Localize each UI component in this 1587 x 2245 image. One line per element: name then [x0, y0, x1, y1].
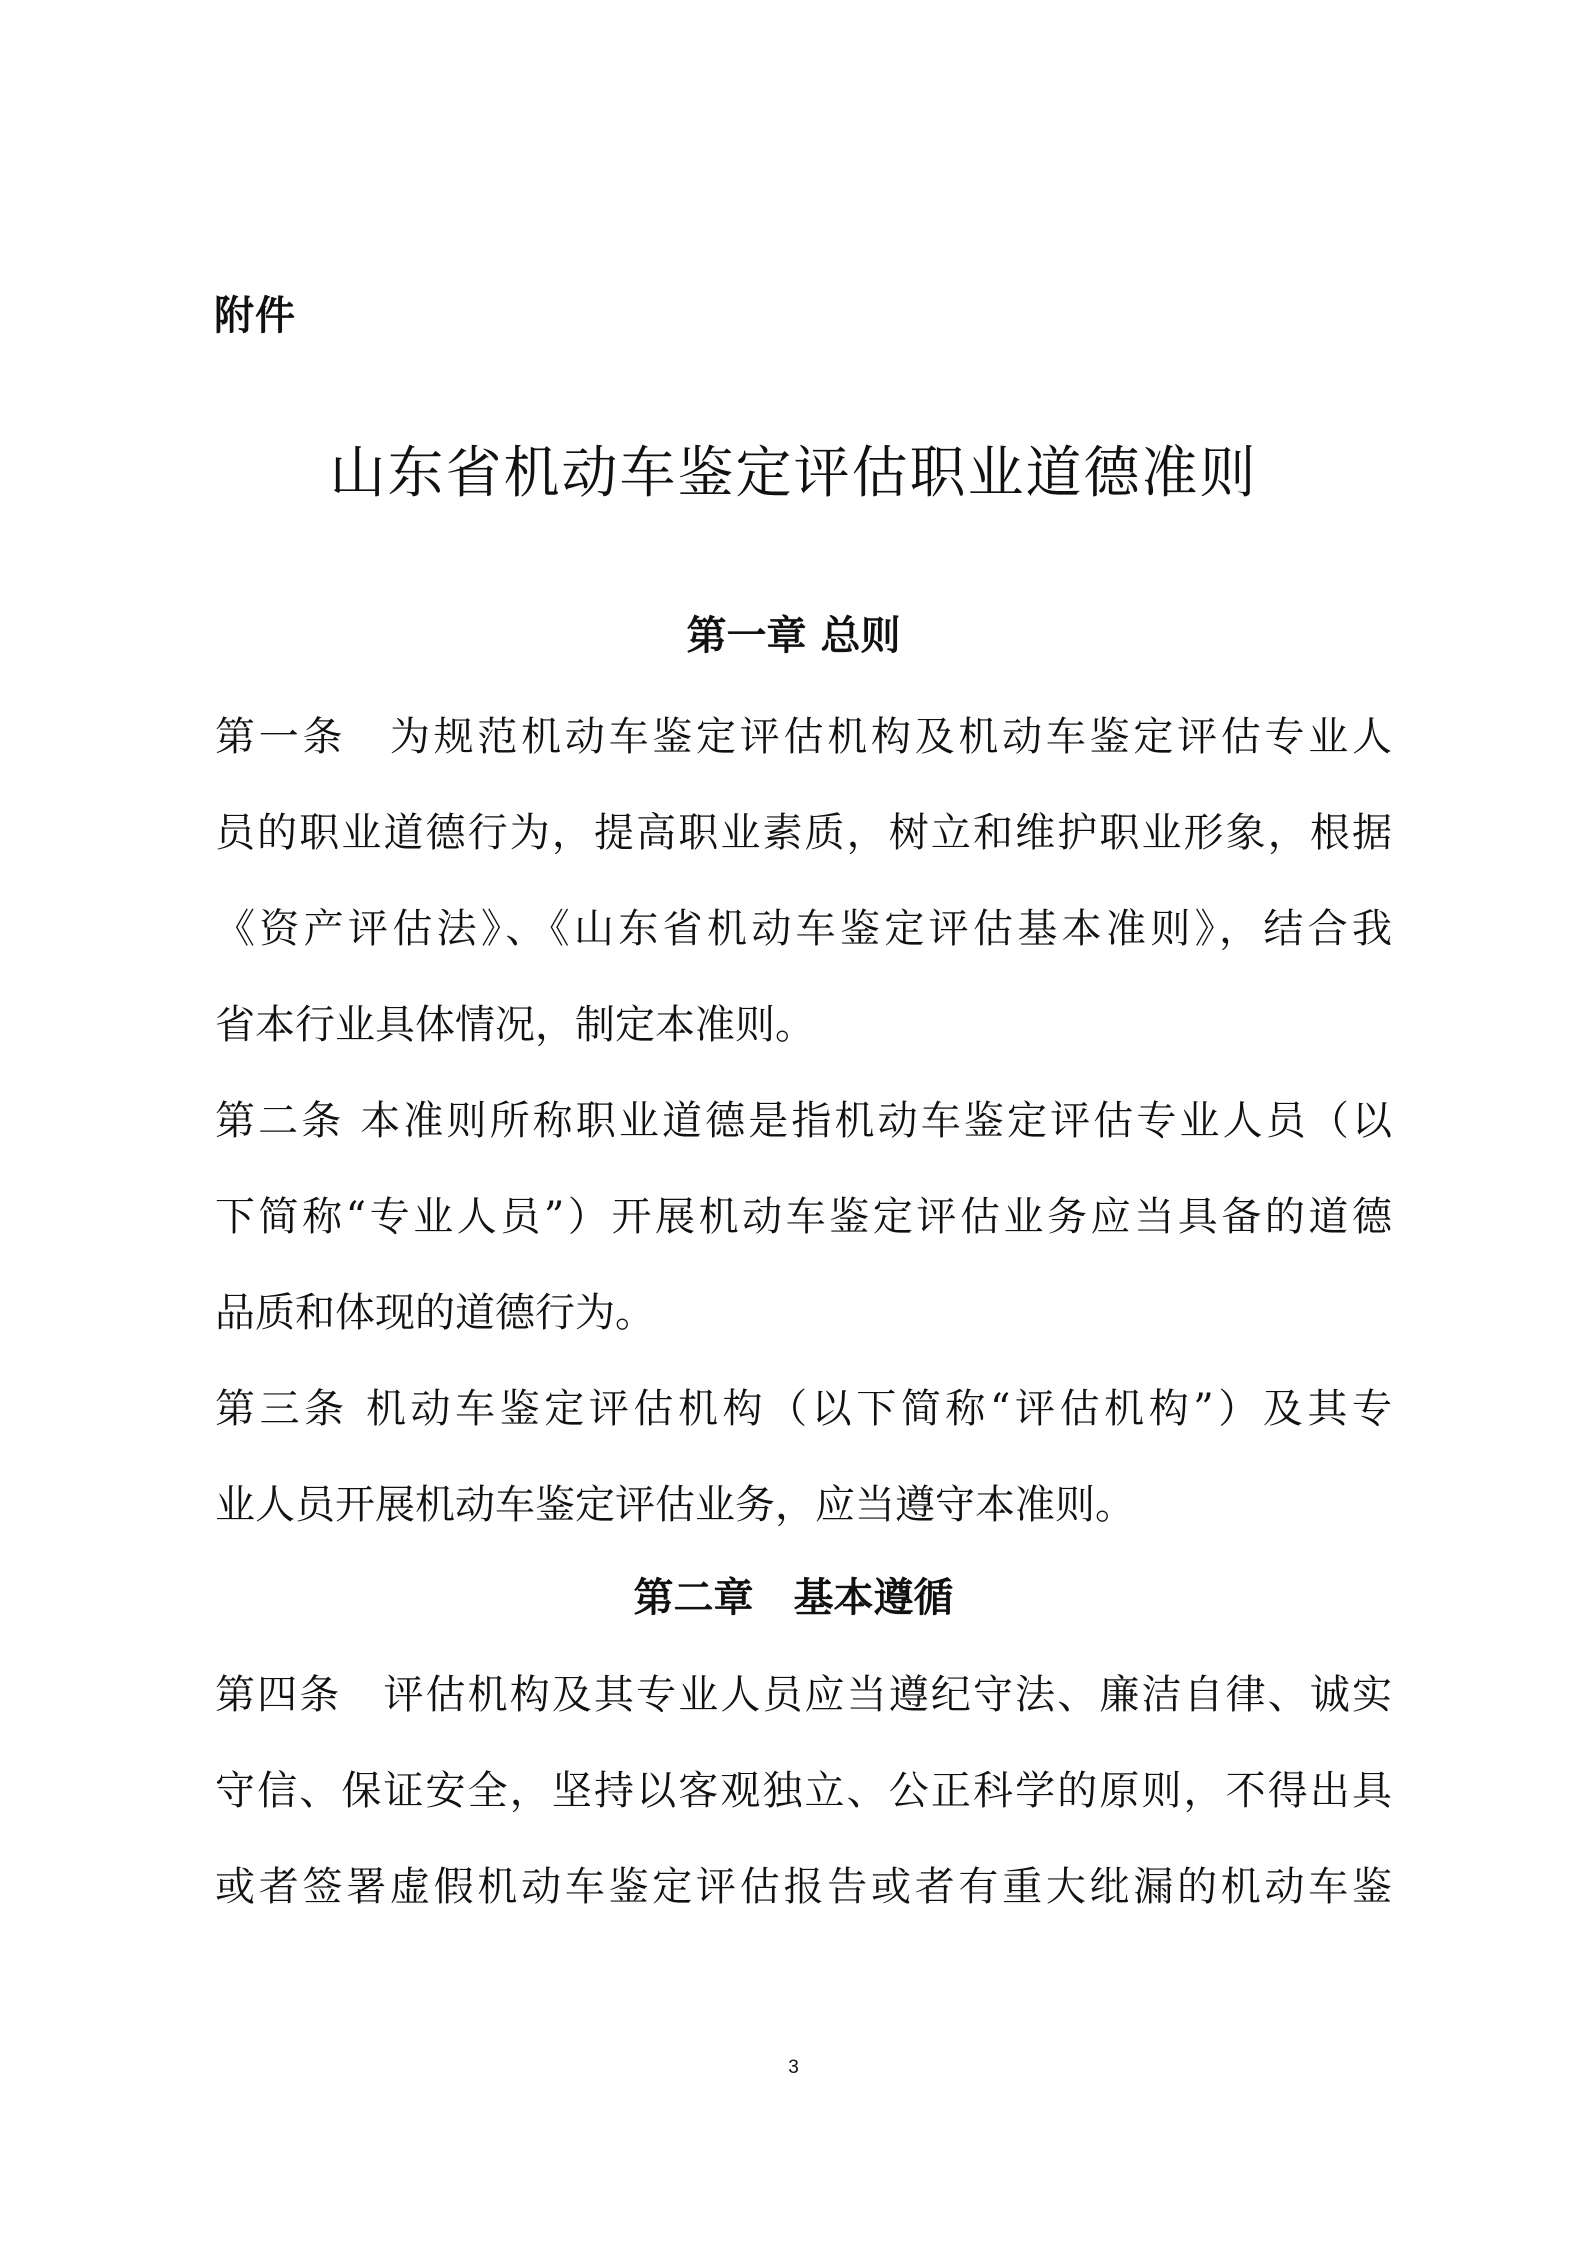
chapter-1-line-9: 业人员开展机动车鉴定评估业务，应当遵守本准则。: [215, 1482, 1135, 1528]
chapter-1-heading: 第一章 总则: [686, 613, 901, 659]
document-title: 山东省机动车鉴定评估职业道德准则: [329, 441, 1258, 506]
page-number: 3: [788, 2057, 799, 2078]
chapter-1-line-7: 品质和体现的道德行为。: [215, 1290, 655, 1336]
chapter-1-line-8: 第三条 机动车鉴定评估机构（以下简称“评估机构”）及其专: [215, 1386, 1392, 1432]
chapter-2-line-3: 或者签署虚假机动车鉴定评估报告或者有重大纰漏的机动车鉴: [215, 1864, 1392, 1910]
chapter-1-line-1: 第一条 为规范机动车鉴定评估机构及机动车鉴定评估专业人: [215, 714, 1392, 760]
chapter-2-line-2: 守信、保证安全，坚持以客观独立、公正科学的原则，不得出具: [215, 1768, 1392, 1814]
chapter-1-line-4: 省本行业具体情况，制定本准则。: [215, 1002, 815, 1048]
chapter-1-line-3: 《资产评估法》、《山东省机动车鉴定评估基本准则》，结合我: [215, 906, 1392, 952]
chapter-1-line-5: 第二条 本准则所称职业道德是指机动车鉴定评估专业人员（以: [215, 1098, 1392, 1144]
chapter-2-heading: 第二章 基本遵循: [633, 1575, 954, 1621]
chapter-1-line-6: 下简称“专业人员”）开展机动车鉴定评估业务应当具备的道德: [215, 1194, 1392, 1240]
chapter-1-line-2: 员的职业道德行为，提高职业素质，树立和维护职业形象，根据: [215, 810, 1392, 856]
attachment-label: 附件: [214, 293, 296, 339]
chapter-2-line-1: 第四条 评估机构及其专业人员应当遵纪守法、廉洁自律、诚实: [215, 1672, 1392, 1718]
